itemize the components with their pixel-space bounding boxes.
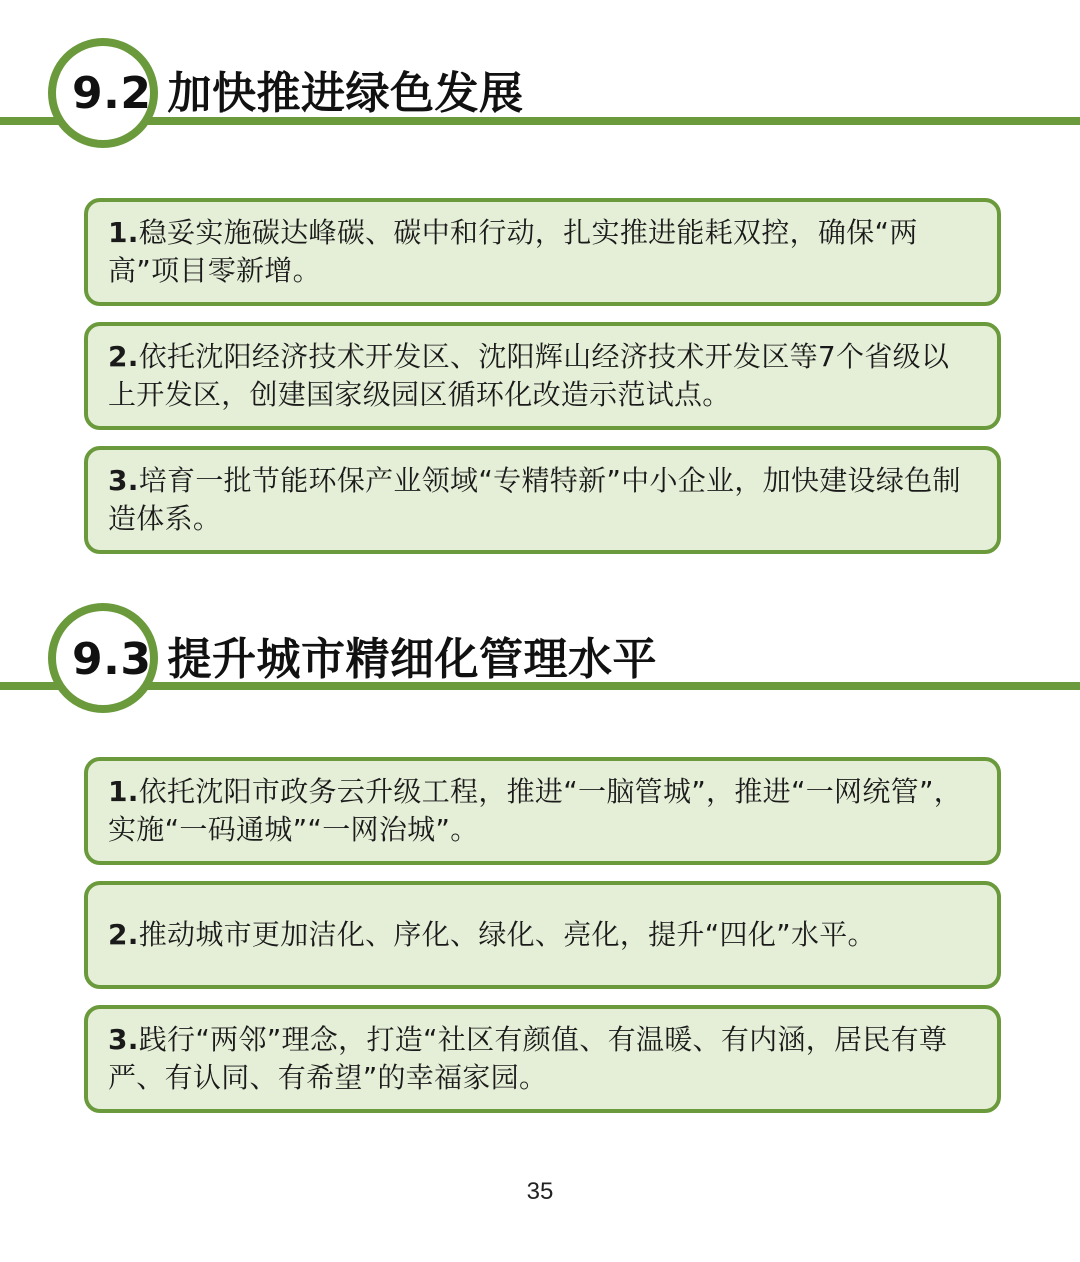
item-text: [108, 1021, 977, 1097]
item-body: 依托沈阳经济技术开发区、沈阳辉山经济技术开发区等7个省级以上开发区，创建国家级园区循环化改造示范试点。: [108, 340, 950, 411]
item-index: 3.: [108, 464, 139, 497]
item-card: [84, 757, 1001, 865]
item-text: [108, 214, 977, 290]
section-heading: [72, 66, 523, 122]
item-card: [84, 881, 1001, 989]
item-index: 1.: [108, 216, 139, 249]
item-card: [84, 1005, 1001, 1113]
item-text: [108, 462, 977, 538]
item-body: 践行“两邻”理念，打造“社区有颜值、有温暖、有内涵，居民有尊严、有认同、有希望”的幸福家园。: [108, 1023, 948, 1094]
item-card: [84, 446, 1001, 554]
section-number: 9.2: [72, 68, 152, 119]
item-index: 1.: [108, 775, 139, 808]
item-index: 3.: [108, 1023, 139, 1056]
item-card: [84, 198, 1001, 306]
section-heading: [72, 632, 657, 688]
item-body: 培育一批节能环保产业领域“专精特新”中小企业，加快建设绿色制造体系。: [108, 464, 961, 535]
item-text: [108, 916, 876, 954]
item-text: [108, 338, 977, 414]
section-title: 提升城市精细化管理水平: [167, 634, 657, 685]
item-index: 2.: [108, 340, 139, 373]
item-body: 推动城市更加洁化、序化、绿化、亮化，提升“四化”水平。: [138, 918, 876, 951]
item-body: 稳妥实施碳达峰碳、碳中和行动，扎实推进能耗双控，确保“两高”项目零新增。: [108, 216, 918, 287]
item-body: 依托沈阳市政务云升级工程，推进“一脑管城”，推进“一网统管”，实施“一码通城”“一网治城”。: [108, 775, 963, 846]
item-card: [84, 322, 1001, 430]
item-text: [108, 773, 977, 849]
item-index: 2.: [108, 918, 139, 951]
section-title: 加快推进绿色发展: [167, 68, 524, 119]
section-number: 9.3: [72, 634, 152, 685]
page-number: 35: [526, 1178, 554, 1205]
